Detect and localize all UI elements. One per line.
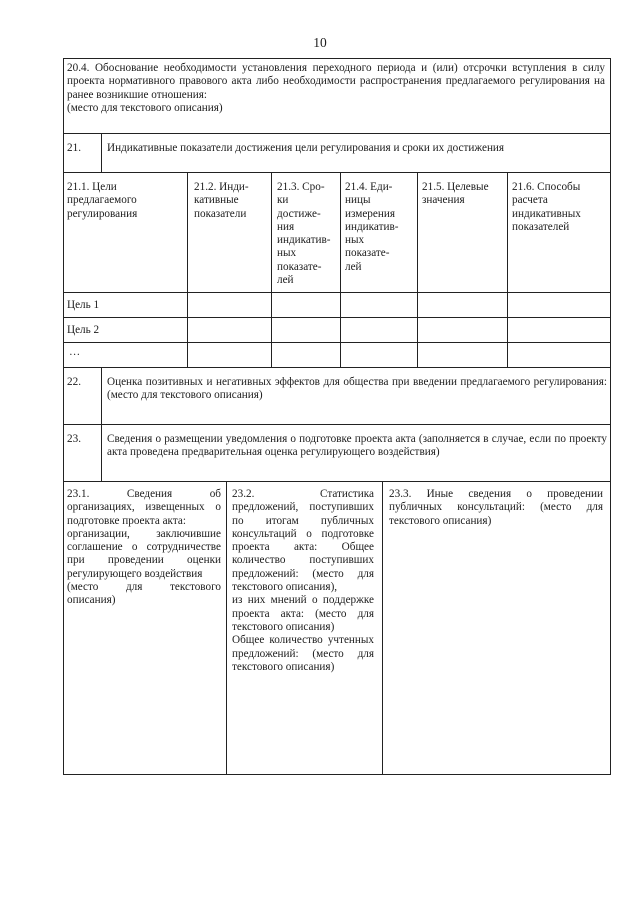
table-row: …	[69, 346, 81, 358]
table-header-target-values: 21.5. Целевые значения	[422, 181, 489, 207]
section-23-3-text: 23.3. Иные сведения о проведении публичных консультаций: (место для текстового описания)	[389, 488, 603, 527]
section-23-number: 23.	[67, 433, 81, 445]
section-23-2-text: 23.2. Статистика предложений, поступивших по итогам публичных консультаций о подготовке проекта акта: Общее количество поступивших предложений: (место для текстового описания), из них мнений о поддержке проекта акта: (место для текстового описания) Общее количество учтенных предложений: (место для текстового описания)	[232, 488, 374, 673]
section-22-number: 22.	[67, 376, 81, 388]
table-row: Цель 1	[67, 299, 100, 311]
table-header-indicators: 21.2. Инди- кативные показатели	[194, 181, 249, 220]
section-20-4-text: 20.4. Обоснование необходимости установления переходного периода и (или) отсрочки вступления в силу проекта нормативного правового акта либо необходимости распространения предлагаемого регулирования на ранее возникшие отношения: (место для текстового описания)	[67, 62, 605, 114]
section-22-text: Оценка позитивных и негативных эффектов для общества при введении предлагаемого регулирования: (место для текстового описания)	[107, 376, 607, 402]
section-21-number: 21.	[67, 142, 81, 154]
section-23-1-text: 23.1. Сведения об организациях, извещенных о подготовке проекта акта: организации, заключившие соглашение о сотрудничестве при проведении оценки регулирующего воздействия (место для текстового описания)	[67, 488, 221, 607]
table-header-goals: 21.1. Цели предлагаемого регулирования	[67, 181, 138, 220]
table-row: Цель 2	[67, 324, 100, 336]
table-header-units: 21.4. Еди- ницы измерения индикатив- ных показате- лей	[345, 181, 399, 273]
section-23-text: Сведения о размещении уведомления о подготовке проекта акта (заполняется в случае, если по проекту акта проведена предварительная оценка регулирующего воздействия)	[107, 433, 607, 459]
table-header-calc-methods: 21.6. Способы расчета индикативных показателей	[512, 181, 581, 233]
section-21-title: Индикативные показатели достижения цели регулирования и сроки их достижения	[107, 142, 505, 154]
page-number: 10	[313, 35, 327, 50]
table-header-deadlines: 21.3. Сро- ки достиже- ния индикатив- ных показате- лей	[277, 181, 331, 287]
